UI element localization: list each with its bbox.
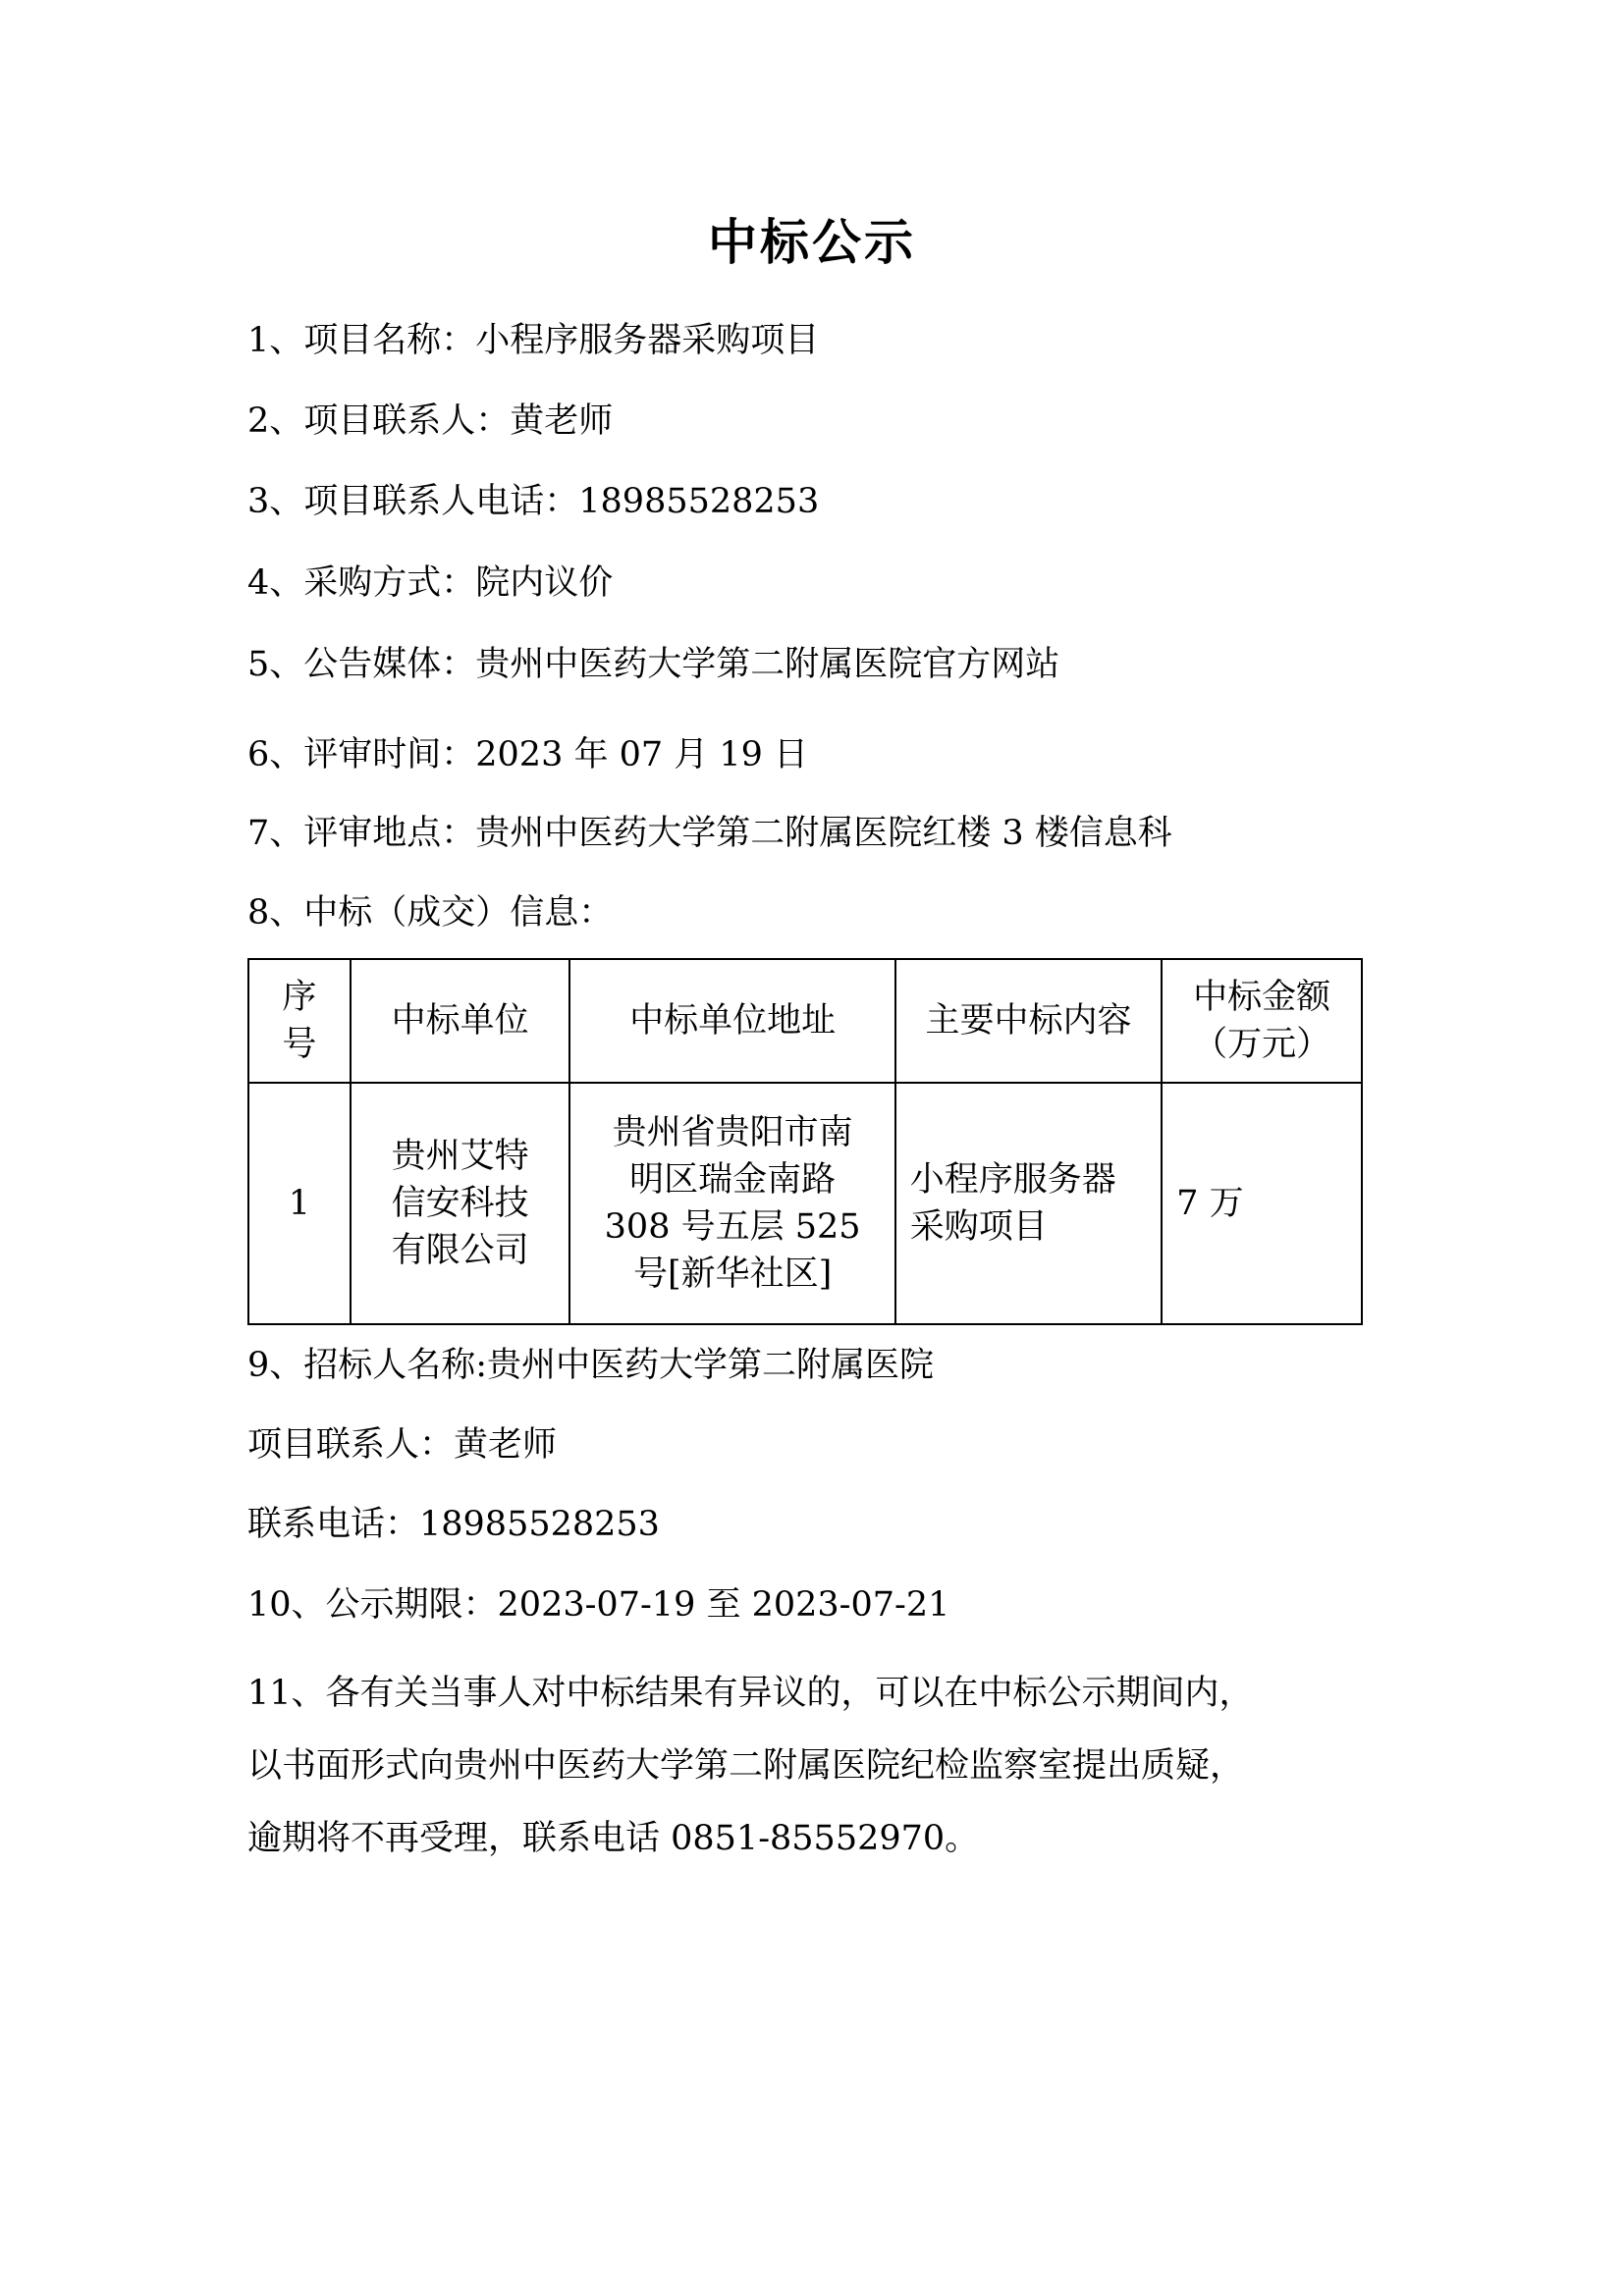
item-review-location: 7、评审地点：贵州中医药大学第二附属医院红楼 3 楼信息科 [247,814,1172,853]
cell-amount: 7 万 [1162,1083,1362,1324]
objection-notice-line: 逾期将不再受理，联系电话 0851-85552970。 [247,1819,980,1858]
item-publicity-period: 10、公示期限：2023-07-19 至 2023-07-21 [247,1585,950,1625]
item-award-info-heading: 8、中标（成交）信息： [247,893,614,933]
item-tenderer-name: 9、招标人名称:贵州中医药大学第二附属医院 [247,1346,935,1385]
item-procurement-method: 4、采购方式：院内议价 [247,563,614,603]
item-contact-phone: 3、项目联系人电话：18985528253 [247,482,820,521]
item-project-name: 1、项目名称：小程序服务器采购项目 [247,321,820,360]
cell-content: 小程序服务器 采购项目 [895,1083,1162,1324]
header-address: 中标单位地址 [569,959,894,1083]
cell-address: 贵州省贵阳市南 明区瑞金南路 308 号五层 525 号[新华社区] [569,1083,894,1324]
header-seq: 序 号 [248,959,351,1083]
item-project-contact: 2、项目联系人：黄老师 [247,401,614,441]
header-unit: 中标单位 [351,959,570,1083]
item-announcement-media: 5、公告媒体：贵州中医药大学第二附属医院官方网站 [247,645,1060,684]
table-header-row [248,959,1362,1083]
tenderer-contact: 项目联系人：黄老师 [247,1425,558,1465]
item-review-time: 6、评审时间：2023 年 07 月 19 日 [247,735,809,774]
tenderer-phone: 联系电话：18985528253 [247,1505,660,1544]
header-content: 主要中标内容 [895,959,1162,1083]
page-title: 中标公示 [708,214,916,271]
award-table [247,958,1363,1325]
cell-unit: 贵州艾特 信安科技 有限公司 [351,1083,570,1324]
objection-notice-line: 以书面形式向贵州中医药大学第二附属医院纪检监察室提出质疑， [247,1746,1245,1786]
objection-notice [247,1657,1367,1875]
header-amount: 中标金额 （万元） [1162,959,1362,1083]
cell-seq: 1 [248,1083,351,1324]
table-row [248,1083,1362,1324]
objection-notice-line: 11、各有关当事人对中标结果有异议的，可以在中标公示期间内， [247,1674,1254,1713]
